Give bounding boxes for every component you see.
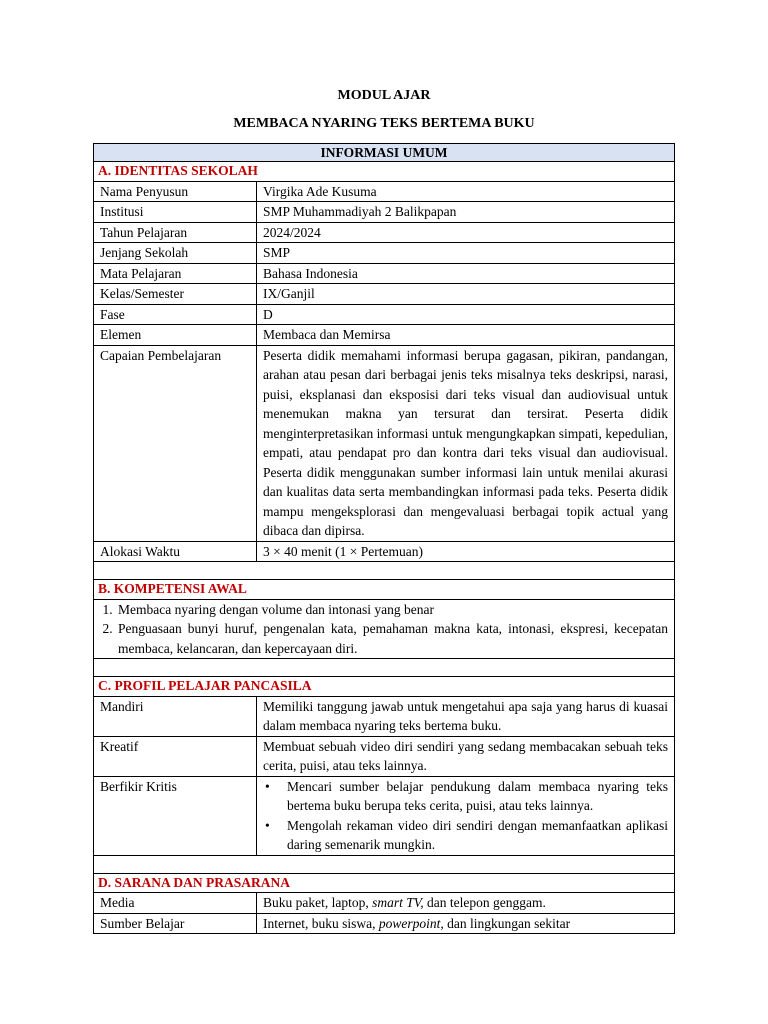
sumber-text-start: Internet, buku siswa, [263,915,379,931]
table-row [94,243,675,264]
row-label: Mandiri [94,696,257,736]
spacer-row [94,855,675,873]
list-item: 2. Penguasaan bunyi huruf, pengenalan kata, pemahaman makna kata, intonasi, ekspresi, kecepatan membaca, kelancaran, dan kepercayaan diri. [116,619,668,658]
row-value: 2024/2024 [257,222,675,243]
document-subtitle: MEMBACA NYARING TEKS BERTEMA BUKU [233,116,535,131]
row-value: SMP Muhammadiyah 2 Balikpapan [257,202,675,223]
list-item: 1. Membaca nyaring dengan volume dan intonasi yang benar [116,600,668,620]
table-row [94,263,675,284]
bullet-icon: • [265,778,270,794]
row-label: Fase [94,304,257,325]
spacer-row [94,659,675,677]
table-row [94,284,675,305]
section-heading-identitas: A. IDENTITAS SEKOLAH [94,162,675,182]
row-value: SMP [257,243,675,264]
sumber-text-italic: powerpoint, [378,915,444,931]
table-row [94,736,675,776]
table-row [94,325,675,346]
media-text-end: dan telepon genggam. [423,895,546,910]
row-value: D [257,304,675,325]
section-heading-profil: C. PROFIL PELAJAR PANCASILA [94,677,675,697]
row-value: IX/Ganjil [257,284,675,305]
spacer-row [94,562,675,580]
table-row [94,202,675,223]
kritis-list [261,777,668,855]
row-label: Institusi [94,202,257,223]
section-heading-sarana: D. SARANA DAN PRASARANA [94,873,675,893]
row-label: Mata Pelajaran [94,263,257,284]
row-value [257,913,675,934]
row-label: Media [94,893,257,914]
kompetensi-list [94,600,668,659]
list-item-text: Mencari sumber belajar pendukung dalam membaca nyaring teks bertema buku berupa teks cerita, puisi, atau teks lainnya. [287,778,668,813]
row-label: Tahun Pelajaran [94,222,257,243]
document-title: MODUL AJAR [337,88,431,103]
row-label: Nama Penyusun [94,181,257,202]
section-heading-kompetensi: B. KOMPETENSI AWAL [94,580,675,600]
row-label: Kreatif [94,736,257,776]
bullet-icon: • [265,817,270,833]
row-label: Sumber Belajar [94,913,257,934]
media-text-italic: smart TV, [372,895,424,910]
row-value [257,893,675,914]
row-value: Bahasa Indonesia [257,263,675,284]
capaian-pembelajaran-text: Peserta didik memahami informasi berupa gagasan, pikiran, pandangan, arahan atau pesan dari berbagai jenis teks misalnya teks deskripsi, narasi, puisi, eksplanasi dan eksposisi dari teks visual dan audiovisual untuk menemukan makna yan tersurat dan tersirat. Peserta didik menginterpretasikan informasi untuk mengungkapkan simpati, kepedulian, empati, atau pendapat pro dan kontra dari teks visual dan audiovisual. Peserta didik menggunakan sumber informasi lain untuk menilai akurasi dan kualitas data serta membandingkan informasi pada teks. Peserta didik mampu mengeksplorasi dan mengevaluasi berbagai topik actual yang dibaca dan dipirsa. [257,345,675,541]
row-label: Capaian Pembelajaran [94,345,257,541]
row-value: Memiliki tanggung jawab untuk mengetahui apa saja yang harus di kuasai dalam membaca nyaring teks bertema buku. [257,696,675,736]
list-item [265,777,668,816]
row-label: Elemen [94,325,257,346]
row-value: Virgika Ade Kusuma [257,181,675,202]
row-value [257,776,675,855]
list-item [265,816,668,855]
kompetensi-list-cell [94,599,675,659]
info-table [93,143,675,934]
table-row [94,541,675,562]
row-label: Alokasi Waktu [94,541,257,562]
table-row [94,222,675,243]
row-label: Berfikir Kritis [94,776,257,855]
table-row [94,696,675,736]
row-value: Membuat sebuah video diri sendiri yang sedang membacakan sebuah teks cerita, puisi, atau teks lainnya. [257,736,675,776]
table-row [94,776,675,855]
row-value: Membaca dan Memirsa [257,325,675,346]
table-row [94,345,675,541]
row-label: Kelas/Semester [94,284,257,305]
table-header: INFORMASI UMUM [94,144,675,162]
row-label: Jenjang Sekolah [94,243,257,264]
table-row [94,913,675,934]
sumber-text-end: dan lingkungan sekitar [443,915,571,931]
row-value: 3 × 40 menit (1 × Pertemuan) [257,541,675,562]
list-item-text: Mengolah rekaman video diri sendiri dengan memanfaatkan aplikasi daring semenarik mungkin. [287,817,668,852]
table-row [94,893,675,914]
media-text-start: Buku paket, laptop, [263,895,373,910]
table-row [94,304,675,325]
table-row [94,181,675,202]
